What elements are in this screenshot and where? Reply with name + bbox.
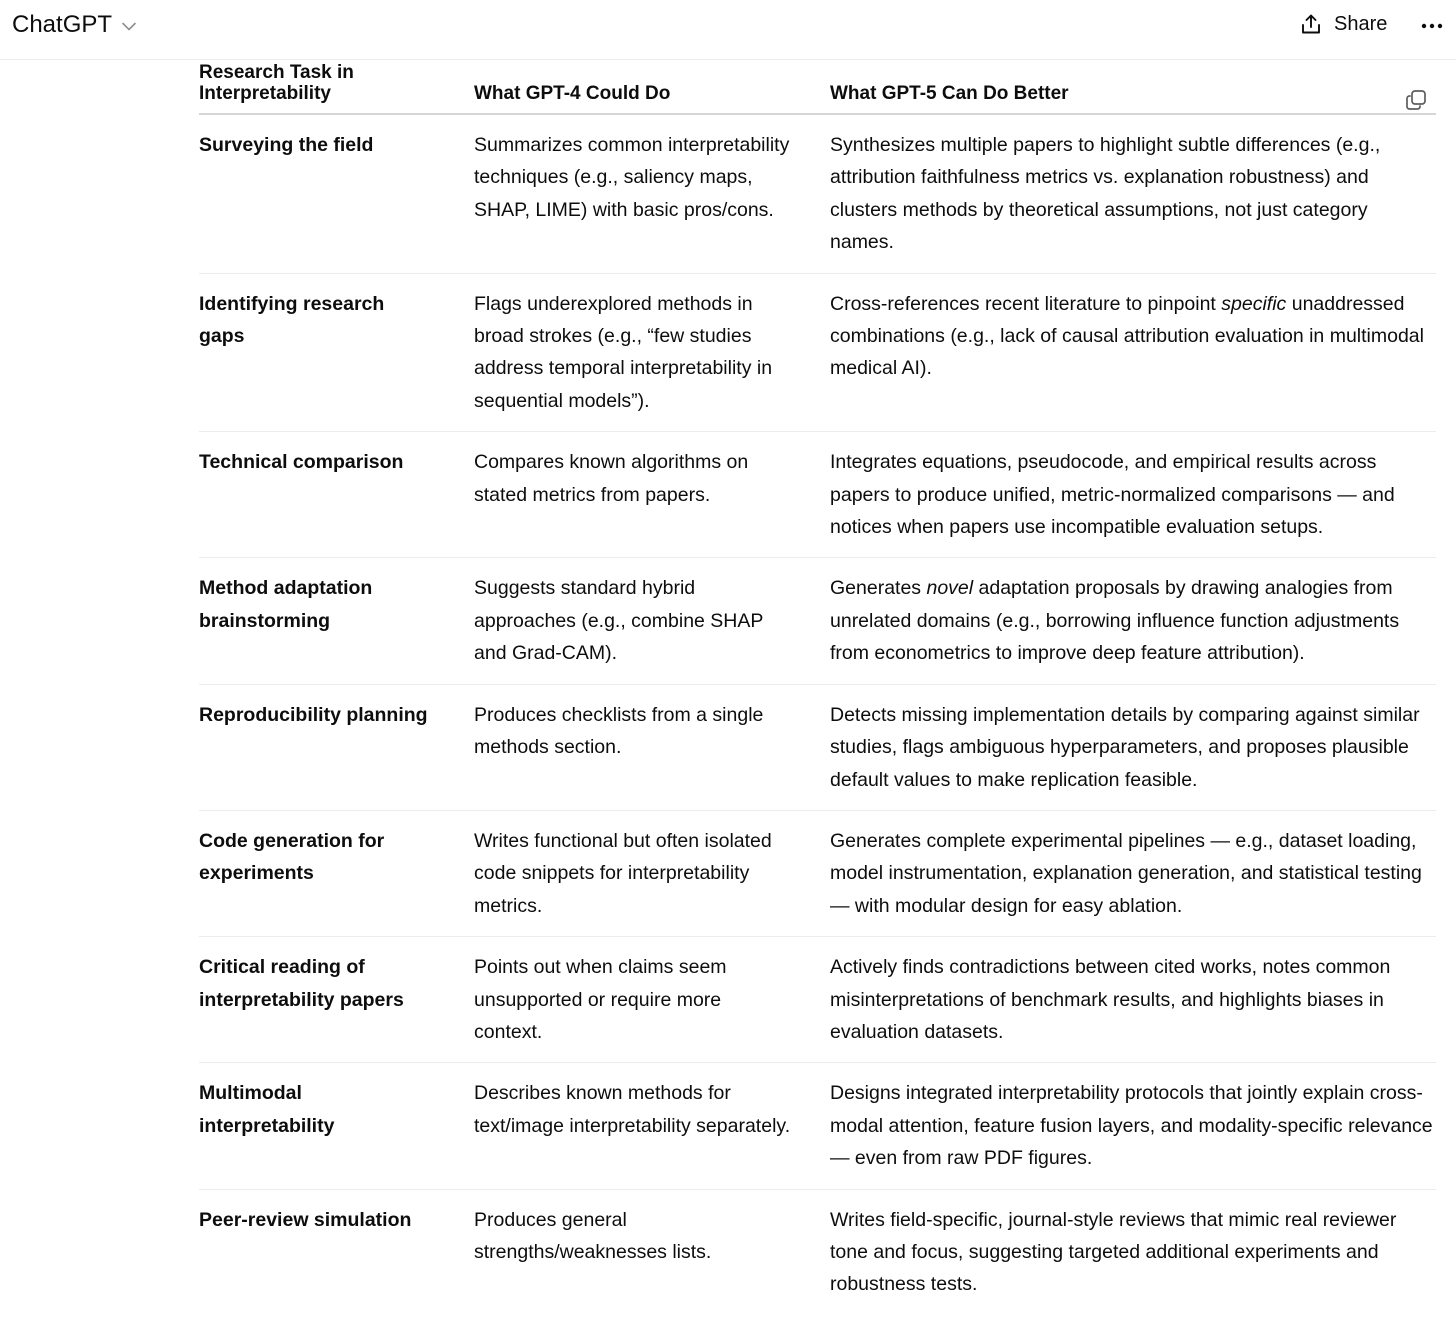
- gpt5-cell: Generates complete experimental pipelines — e.g., dataset loading, model instrumentation, explanation generation, and statistical testing — with modular design for easy ablation.: [830, 810, 1436, 936]
- table-row: [199, 558, 1436, 684]
- table-row: [199, 114, 1436, 273]
- table-row: [199, 432, 1436, 558]
- task-cell: Peer-review simulation: [199, 1208, 412, 1231]
- share-label: Share: [1334, 12, 1388, 35]
- task-cell: Reproducibility planning: [199, 684, 474, 810]
- gpt4-cell: Summarizes common interpretability techniques (e.g., saliency maps, SHAP, LIME) with basic pros/cons.: [474, 114, 830, 273]
- comparison-table: [199, 62, 1436, 1315]
- gpt4-cell: Writes functional but often isolated code snippets for interpretability metrics.: [474, 810, 830, 936]
- gpt4-cell: Produces checklists from a single methods section.: [474, 684, 830, 810]
- more-horizontal-icon: [1421, 16, 1443, 34]
- app-title: ChatGPT: [12, 11, 113, 38]
- text-segment: adaptation proposals by drawing analogies from unrelated domains (e.g., borrowing influence function adjustments from econometrics to improve deep feature attribution).: [830, 577, 1400, 665]
- task-cell: Method adaptation brainstorming: [199, 558, 474, 684]
- header-gpt5: What GPT-5 Can Do Better: [830, 62, 1436, 114]
- emphasized-text: specific: [1221, 292, 1287, 315]
- gpt5-cell: Designs integrated interpretability protocols that jointly explain cross-modal attention, feature fusion layers, and modality-specific relevance — even from raw PDF figures.: [830, 1063, 1436, 1189]
- gpt5-cell: Actively finds contradictions between cited works, notes common misinterpretations of benchmark results, and highlights biases in evaluation datasets.: [830, 937, 1436, 1063]
- text-segment: Generates: [830, 577, 927, 600]
- gpt5-cell: Synthesizes multiple papers to highlight subtle differences (e.g., attribution faithfulness metrics vs. explanation robustness) and clusters methods by theoretical assumptions, not just category names.: [830, 114, 1436, 273]
- table-row: [199, 810, 1436, 936]
- task-cell: Technical comparison: [199, 432, 474, 558]
- text-segment: unaddressed combinations (e.g., lack of causal attribution evaluation in multimodal medical AI).: [830, 292, 1424, 380]
- gpt4-cell: Points out when claims seem unsupported or require more context.: [474, 937, 830, 1063]
- top-bar: [0, 0, 1456, 60]
- comparison-table-container: [199, 62, 1436, 1315]
- gpt5-cell: [830, 558, 1436, 684]
- task-cell: Multimodal interpretability: [199, 1063, 474, 1189]
- emphasized-text: novel: [926, 577, 974, 600]
- gpt5-cell: Integrates equations, pseudocode, and empirical results across papers to produce unified, metric-normalized comparisons — and notices when papers use incompatible evaluation setups.: [830, 432, 1436, 558]
- table-row: [199, 1063, 1436, 1189]
- gpt4-cell: Flags underexplored methods in broad strokes (e.g., “few studies address temporal interpretability in sequential models”).: [474, 273, 830, 432]
- gpt4-cell: Produces general strengths/weaknesses lists.: [474, 1208, 712, 1263]
- task-cell: Identifying research gaps: [199, 273, 474, 432]
- task-cell: Surveying the field: [199, 114, 474, 273]
- table-header-row: [199, 62, 1436, 114]
- share-button[interactable]: [1300, 8, 1387, 40]
- table-row: [199, 937, 1436, 1063]
- table-row: [199, 273, 1436, 432]
- gpt5-cell: Writes field-specific, journal-style reviews that mimic real reviewer tone and focus, suggesting targeted additional experiments and robustness tests.: [830, 1208, 1397, 1296]
- gpt5-cell: Detects missing implementation details by comparing against similar studies, flags ambiguous hyperparameters, and proposes plausible default values to make replication feasible.: [830, 684, 1436, 810]
- chevron-down-icon: [122, 22, 136, 31]
- gpt4-cell: Describes known methods for text/image interpretability separately.: [474, 1063, 830, 1189]
- header-research-task: Research Task in Interpretability: [199, 62, 474, 114]
- task-cell: Critical reading of interpretability papers: [199, 937, 474, 1063]
- gpt5-cell: [830, 273, 1436, 432]
- share-icon: [1300, 13, 1322, 35]
- table-row: [199, 1189, 1436, 1315]
- header-gpt4: What GPT-4 Could Do: [474, 62, 830, 114]
- model-selector[interactable]: [12, 9, 136, 41]
- task-cell: Code generation for experiments: [199, 810, 474, 936]
- more-options-button[interactable]: [1418, 14, 1446, 36]
- table-row: [199, 684, 1436, 810]
- text-segment: Cross-references recent literature to pinpoint: [830, 292, 1222, 315]
- gpt4-cell: Compares known algorithms on stated metrics from papers.: [474, 432, 830, 558]
- gpt4-cell: Suggests standard hybrid approaches (e.g., combine SHAP and Grad-CAM).: [474, 558, 830, 684]
